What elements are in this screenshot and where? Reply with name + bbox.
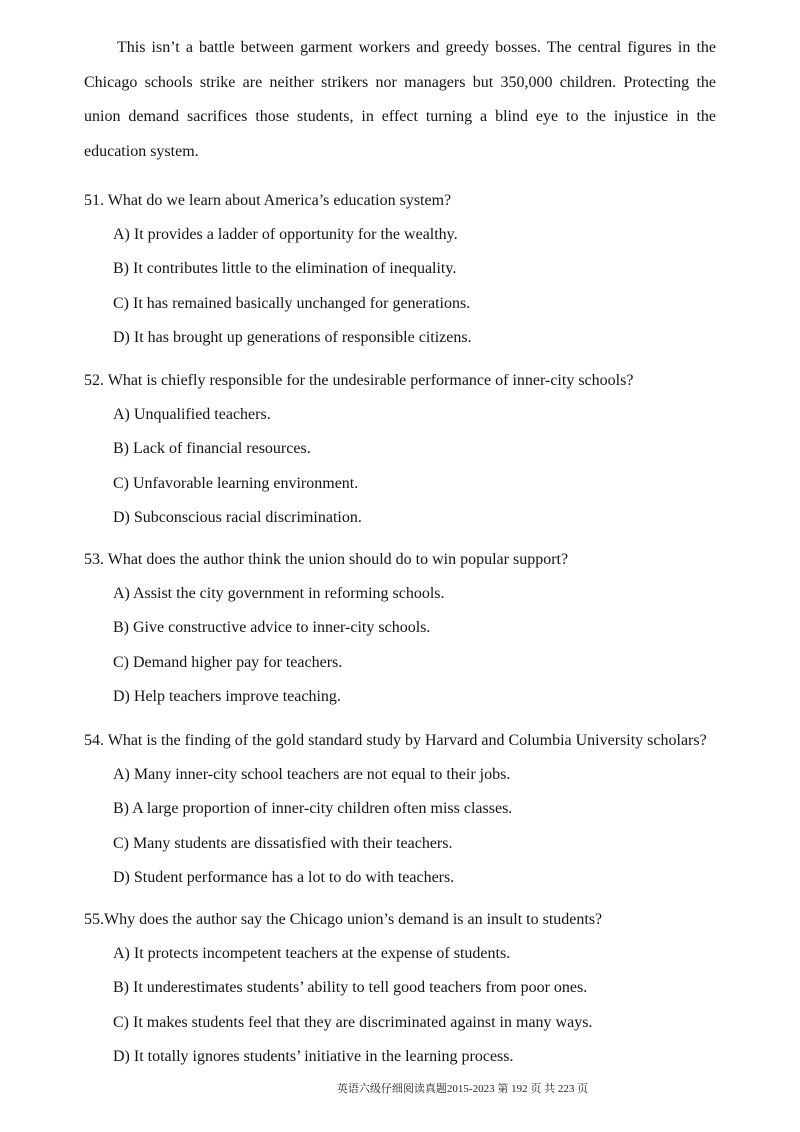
question-52 [84,364,784,535]
question-stem: 54. What is the finding of the gold standard study by Harvard and Columbia University scholars? [84,731,707,749]
answer-option-a: A) Unqualified teachers. [113,406,271,424]
answer-option-a: A) Assist the city government in reforming schools. [113,585,445,603]
answer-option-c: C) Unfavorable learning environment. [113,474,359,492]
answer-option-c: C) It has remained basically unchanged for generations. [113,294,471,312]
question-stem: 51. What do we learn about America’s education system? [84,191,452,209]
answer-option-c: C) Many students are dissatisfied with their teachers. [113,834,453,852]
passage-line: education system. [84,142,199,160]
answer-option-c: C) It makes students feel that they are discriminated against in many ways. [113,1013,593,1031]
answer-option-b: B) A large proportion of inner-city children often miss classes. [113,800,513,818]
question-51 [84,184,784,355]
answer-option-a: A) Many inner-city school teachers are not equal to their jobs. [113,766,511,784]
answer-option-b: B) It contributes little to the elimination of inequality. [113,260,457,278]
question-54 [84,724,784,895]
answer-option-b: B) Give constructive advice to inner-city schools. [113,619,431,637]
answer-option-d: D) It has brought up generations of responsible citizens. [113,329,472,347]
answer-option-b: B) Lack of financial resources. [113,440,311,458]
question-55 [84,903,784,1074]
question-stem: 55.Why does the author say the Chicago union’s demand is an insult to students? [84,910,603,928]
answer-option-a: A) It provides a ladder of opportunity for the wealthy. [113,226,458,244]
passage-line: union demand sacrifices those students, in effect turning a blind eye to the injustice in the [84,108,716,126]
answer-option-c: C) Demand higher pay for teachers. [113,653,343,671]
answer-option-d: D) Student performance has a lot to do with teachers. [113,869,455,887]
passage-line: This isn’t a battle between garment workers and greedy bosses. The central figures in the [117,39,716,56]
question-stem: 53. What does the author think the union should do to win popular support? [84,550,569,568]
answer-option-b: B) It underestimates students’ ability to tell good teachers from poor ones. [113,979,588,997]
question-stem: 52. What is chiefly responsible for the undesirable performance of inner-city schools? [84,371,634,389]
passage-line: Chicago schools strike are neither strikers nor managers but 350,000 children. Protecting the [84,73,716,91]
page-footer: 英语六级仔细阅读真题2015-2023 第 192 页 共 223 页 [336,1083,589,1095]
reading-passage [84,31,716,169]
question-53 [84,543,784,714]
answer-option-d: D) It totally ignores students’ initiative in the learning process. [113,1048,514,1066]
answer-option-a: A) It protects incompetent teachers at the expense of students. [113,945,511,963]
answer-option-d: D) Subconscious racial discrimination. [113,509,362,527]
answer-option-d: D) Help teachers improve teaching. [113,688,341,706]
